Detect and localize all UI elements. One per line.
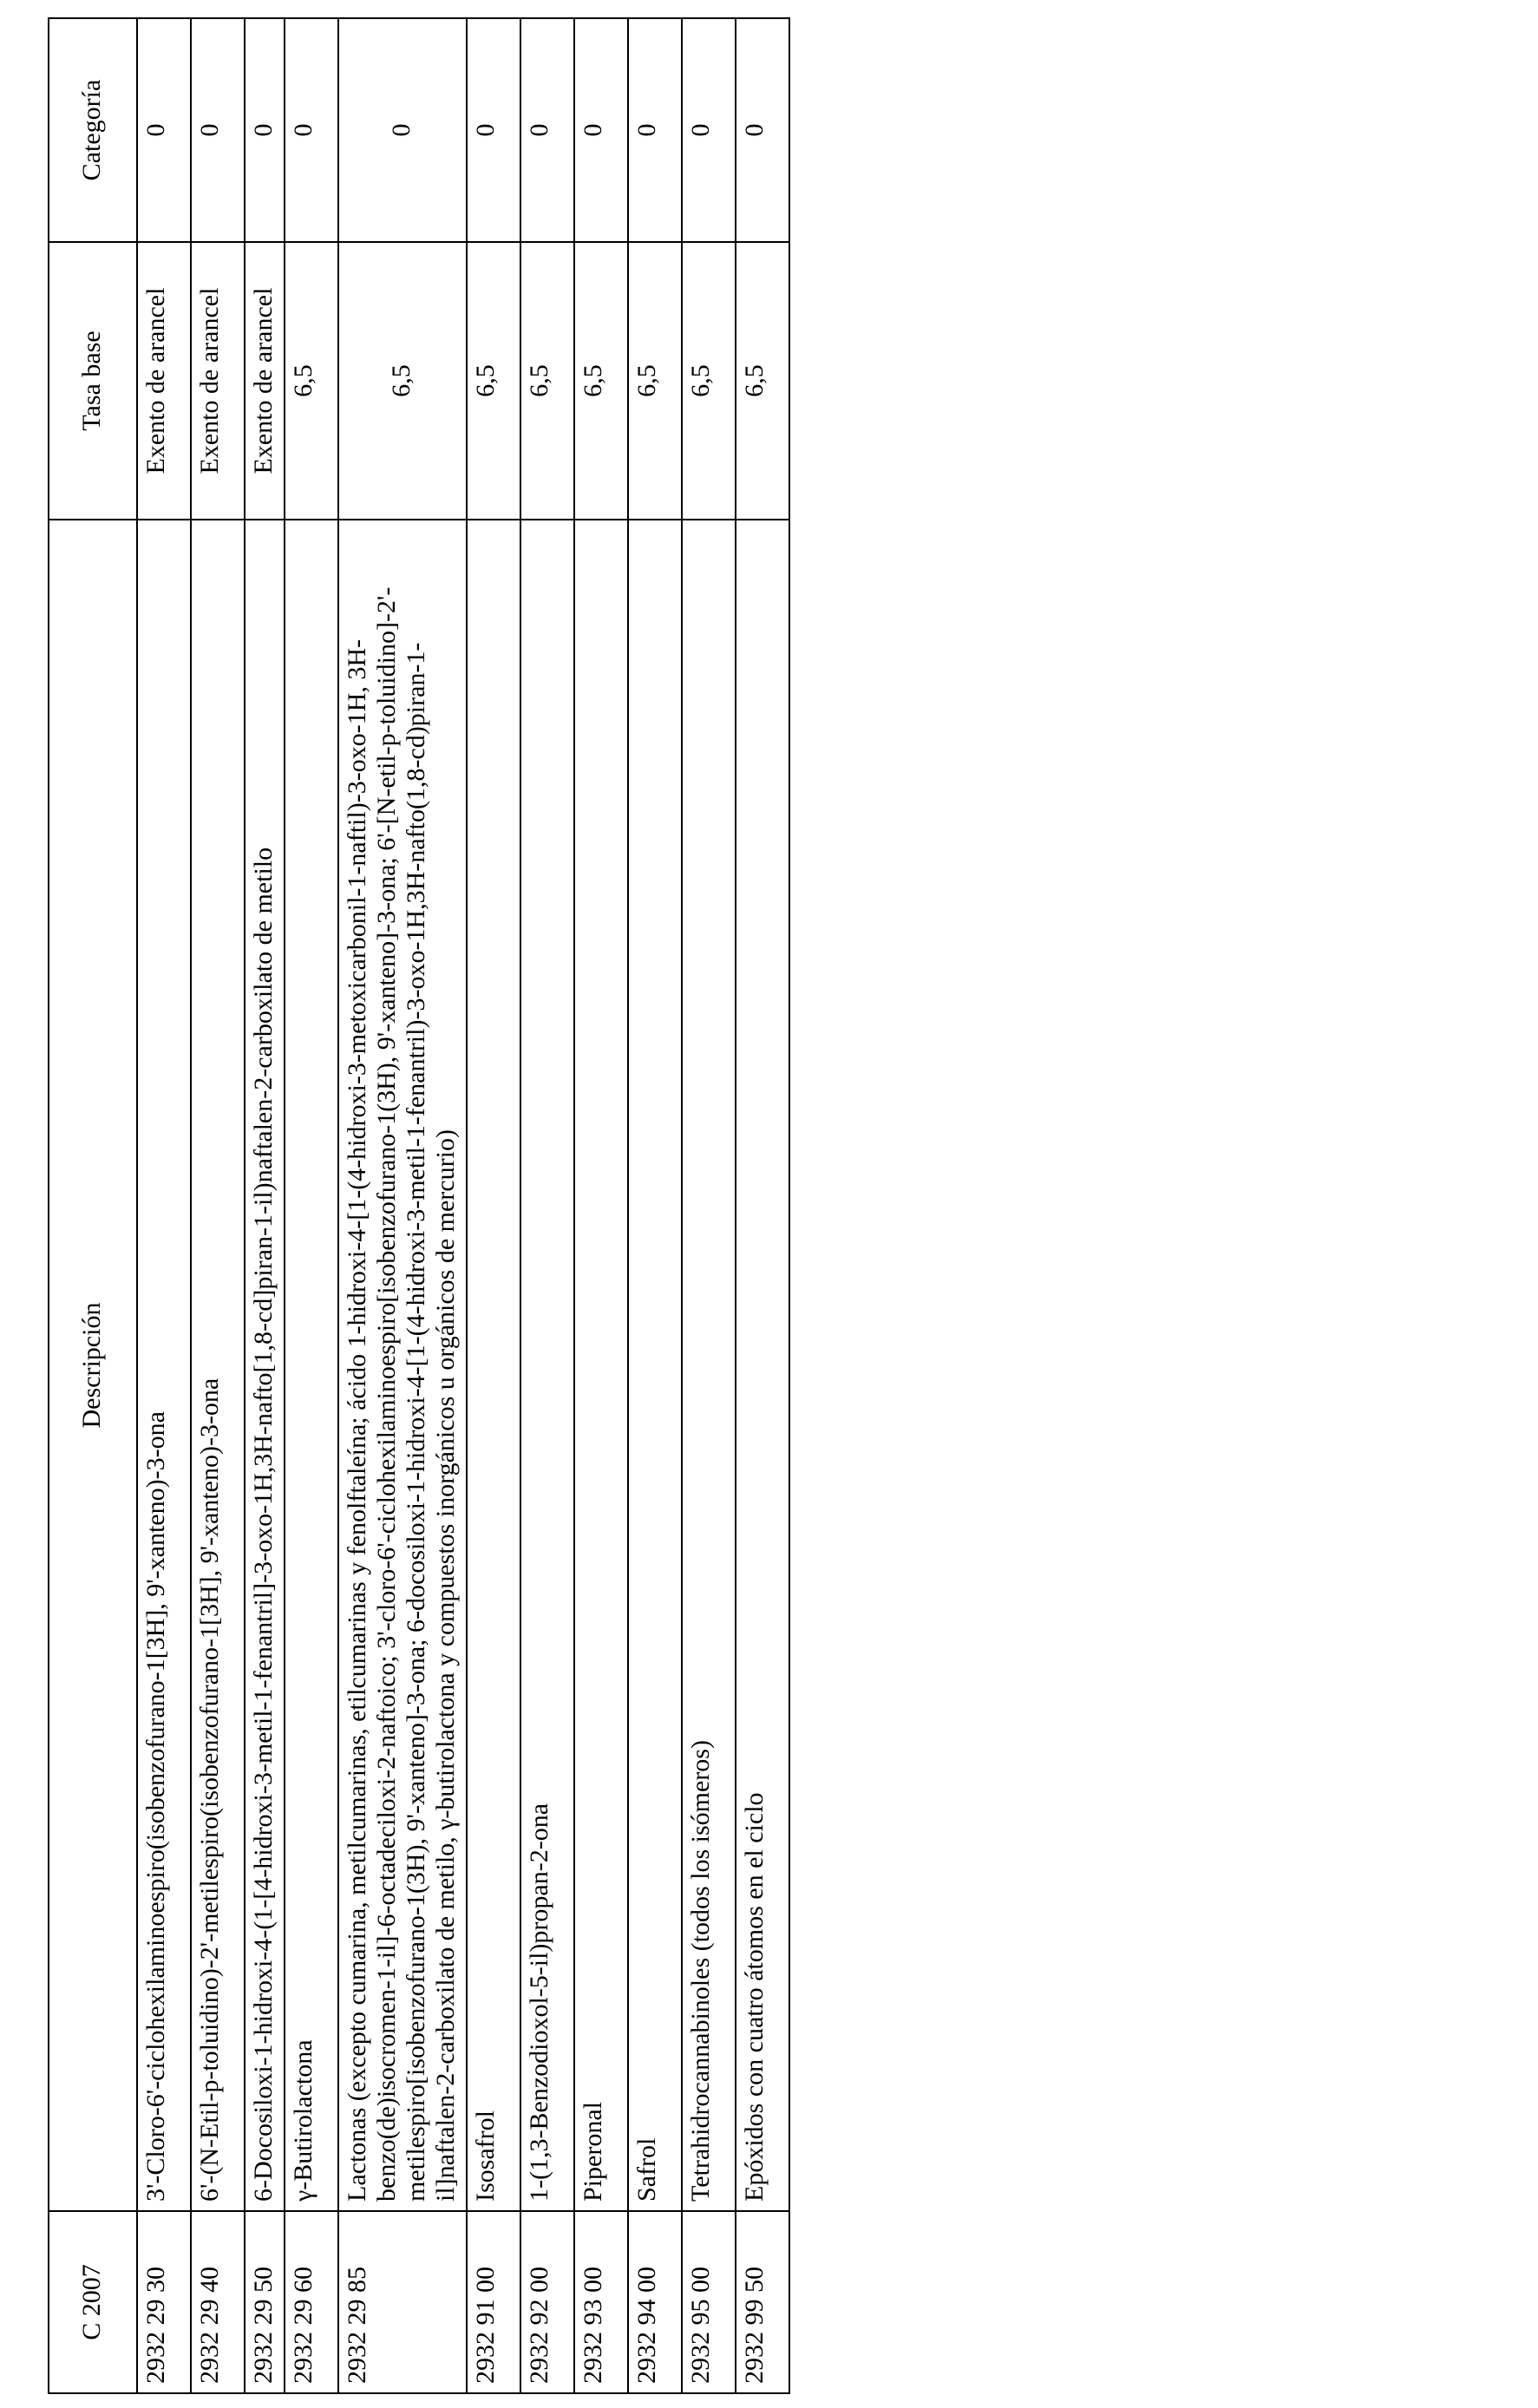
header-rate: Tasa base <box>49 242 137 520</box>
cell-rate: 6,5 <box>682 242 736 520</box>
cell-category: 0 <box>245 18 285 242</box>
cell-category: 0 <box>467 18 520 242</box>
cell-rate: 6,5 <box>338 242 467 520</box>
header-row <box>49 18 137 2393</box>
cell-rate: 6,5 <box>285 242 338 520</box>
header-code: C 2007 <box>49 2211 137 2393</box>
cell-category: 0 <box>628 18 682 242</box>
table-row <box>628 18 682 2393</box>
cell-description: 6'-(N-Etil-p-toluidino)-2'-metilespiro(isobenzofurano-1[3H], 9'-xanteno)-3-ona <box>191 520 245 2211</box>
cell-code: 2932 29 40 <box>191 2211 245 2393</box>
cell-category: 0 <box>191 18 245 242</box>
rotated-page <box>48 19 854 2394</box>
table-row <box>736 18 789 2393</box>
cell-code: 2932 93 00 <box>574 2211 628 2393</box>
cell-rate: 6,5 <box>520 242 574 520</box>
cell-code: 2932 29 50 <box>245 2211 285 2393</box>
cell-rate: 6,5 <box>736 242 789 520</box>
cell-category: 0 <box>520 18 574 242</box>
cell-rate: Exento de arancel <box>137 242 191 520</box>
cell-description: Tetrahidrocannabinoles (todos los isómeros) <box>682 520 736 2211</box>
cell-description: γ-Butirolactona <box>285 520 338 2211</box>
table-row <box>191 18 245 2393</box>
cell-rate: 6,5 <box>628 242 682 520</box>
table-row <box>574 18 628 2393</box>
table-row <box>682 18 736 2393</box>
table-row <box>137 18 191 2393</box>
cell-rate: Exento de arancel <box>191 242 245 520</box>
table-row <box>467 18 520 2393</box>
cell-code: 2932 94 00 <box>628 2211 682 2393</box>
cell-rate: Exento de arancel <box>245 242 285 520</box>
cell-code: 2932 92 00 <box>520 2211 574 2393</box>
cell-description: 3'-Cloro-6'-ciclohexilaminoespiro(isobenzofurano-1[3H], 9'-xanteno)-3-ona <box>137 520 191 2211</box>
cell-description: Isosafrol <box>467 520 520 2211</box>
cell-rate: 6,5 <box>467 242 520 520</box>
cell-description: 6-Docosiloxi-1-hidroxi-4-(1-[4-hidroxi-3-metil-1-fenantril]-3-oxo-1H,3H-nafto[1,8-cd]piran-1-il)naftalen-2-carboxilato de metilo <box>245 520 285 2211</box>
header-description: Descripción <box>49 520 137 2211</box>
cell-rate: 6,5 <box>574 242 628 520</box>
cell-description: Piperonal <box>574 520 628 2211</box>
cell-code: 2932 99 50 <box>736 2211 789 2393</box>
tariff-table <box>48 17 790 2394</box>
cell-description: 1-(1,3-Benzodioxol-5-il)propan-2-ona <box>520 520 574 2211</box>
cell-category: 0 <box>574 18 628 242</box>
cell-category: 0 <box>338 18 467 242</box>
cell-code: 2932 95 00 <box>682 2211 736 2393</box>
cell-code: 2932 91 00 <box>467 2211 520 2393</box>
cell-category: 0 <box>137 18 191 242</box>
cell-code: 2932 29 30 <box>137 2211 191 2393</box>
cell-description: Epóxidos con cuatro átomos en el ciclo <box>736 520 789 2211</box>
table-row <box>520 18 574 2393</box>
cell-code: 2932 29 85 <box>338 2211 467 2393</box>
header-category: Categoría <box>49 18 137 242</box>
table-row <box>285 18 338 2393</box>
table-row <box>245 18 285 2393</box>
cell-description: Safrol <box>628 520 682 2211</box>
cell-category: 0 <box>285 18 338 242</box>
cell-category: 0 <box>682 18 736 242</box>
cell-description: Lactonas (excepto cumarina, metilcumarinas, etilcumarinas y fenolftaleína; ácido 1-hidroxi-4-[1-(4-hidroxi-3-metoxicarbonil-1-naftil)-3-oxo-1H, 3H-benzo(de)isocromen-1-il]-6-octadeciloxi-2-naftoico; 3'-cloro-6'-ciclohexilaminoespiro[isobenzofurano-1(3H), 9'-xanteno]-3-ona; 6'-[N-etil-p-toluidino]-2'-metilespiro[isobenzofurano-1(3H), 9'-xanteno]-3-ona; 6-docosiloxi-1-hidroxi-4-[1-(4-hidroxi-3-metil-1-fenantril)-3-oxo-1H,3H-nafto(1,8-cd)piran-1-il]naftalen-2-carboxilato de metilo, γ-butirolactona y compuestos inorgánicos u orgánicos de mercurio) <box>338 520 467 2211</box>
cell-category: 0 <box>736 18 789 242</box>
cell-code: 2932 29 60 <box>285 2211 338 2393</box>
table-row <box>338 18 467 2393</box>
